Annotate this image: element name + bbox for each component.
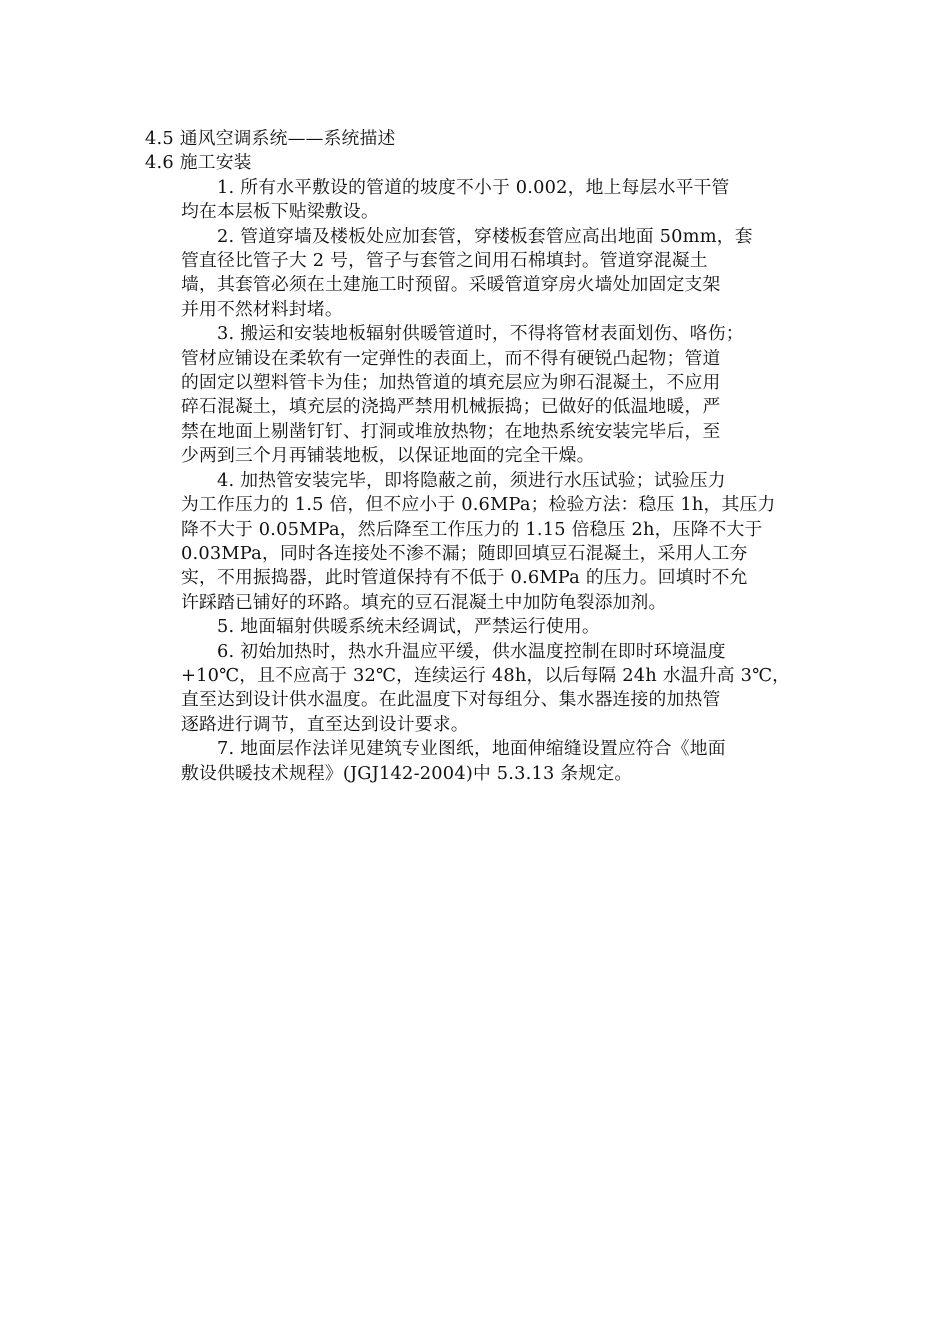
paragraph-6 — [145, 640, 807, 738]
paragraph-line: 许踩踏已铺好的环路。填充的豆石混凝土中加防龟裂添加剂。 — [181, 591, 667, 613]
paragraph-line: 管材应铺设在柔软有一定弹性的表面上，而不得有硬锐凸起物；管道 — [181, 347, 721, 369]
paragraph-2 — [145, 225, 807, 323]
document-page — [145, 127, 807, 786]
paragraph-5 — [145, 615, 807, 639]
paragraph-1 — [145, 176, 807, 225]
paragraph-line: 均在本层板下贴梁敷设。 — [181, 201, 379, 223]
paragraph-3 — [145, 322, 807, 468]
paragraph-4 — [145, 469, 807, 615]
paragraph-line: 4. 加热管安装完毕，即将隐蔽之前，须进行水压试验；试验压力 — [217, 469, 726, 491]
paragraph-line: 逐路进行调节，直至达到设计要求。 — [181, 713, 469, 735]
paragraph-line: 2. 管道穿墙及楼板处应加套管，穿楼板套管应高出地面 50mm，套 — [217, 225, 753, 247]
paragraph-line: 的固定以塑料管卡为佳；加热管道的填充层应为卵石混凝土，不应用 — [181, 372, 721, 394]
paragraph-line: 6. 初始加热时，热水升温应平缓，供水温度控制在即时环境温度 — [217, 640, 726, 662]
paragraph-line: 降不大于 0.05MPa，然后降至工作压力的 1.15 倍稳压 2h，压降不大于 — [181, 518, 763, 540]
paragraph-line: 1. 所有水平敷设的管道的坡度不小于 0.002，地上每层水平干管 — [217, 176, 730, 198]
paragraph-line: 5. 地面辐射供暖系统未经调试，严禁运行使用。 — [217, 616, 600, 638]
paragraph-line: 敷设供暖技术规程》(JGJ142-2004)中 5.3.13 条规定。 — [181, 762, 633, 784]
paragraph-line: 碎石混凝土，填充层的浇捣严禁用机械振捣；已做好的低温地暖，严 — [181, 396, 721, 418]
paragraph-7 — [145, 737, 807, 786]
section-heading-4-5: 4.5 通风空调系统——系统描述 — [145, 128, 396, 149]
paragraph-line: 为工作压力的 1.5 倍，但不应小于 0.6MPa；检验方法：稳压 1h，其压力 — [181, 494, 776, 516]
paragraph-line: 管直径比管子大 2 号，管子与套管之间用石棉填封。管道穿混凝土 — [181, 250, 708, 272]
paragraph-line: 直至达到设计供水温度。在此温度下对每组分、集水器连接的加热管 — [181, 689, 721, 711]
paragraph-line: 禁在地面上剔凿钉钉、打洞或堆放热物；在地热系统安装完毕后，至 — [181, 420, 721, 442]
section-heading-4-6: 4.6 施工安装 — [145, 152, 252, 174]
paragraph-line: 7. 地面层作法详见建筑专业图纸，地面伸缩缝设置应符合《地面 — [217, 738, 726, 760]
paragraph-line: 实，不用振捣器，此时管道保持有不低于 0.6MPa 的压力。回填时不允 — [181, 567, 748, 589]
paragraph-line: 0.03MPa，同时各连接处不渗不漏；随即回填豆石混凝土，采用人工夯 — [181, 542, 748, 564]
paragraph-line: 3. 搬运和安装地板辐射供暖管道时，不得将管材表面划伤、咯伤； — [217, 323, 744, 345]
paragraph-line: +10℃，且不应高于 32℃，连续运行 48h，以后每隔 24h 水温升高 3℃， — [181, 664, 791, 686]
paragraph-line: 墙，其套管必须在土建施工时预留。采暖管道穿房火墙处加固定支架 — [181, 274, 721, 296]
paragraph-line: 并用不然材料封堵。 — [181, 298, 343, 320]
paragraph-line: 少两到三个月再铺装地板，以保证地面的完全干燥。 — [181, 445, 595, 467]
